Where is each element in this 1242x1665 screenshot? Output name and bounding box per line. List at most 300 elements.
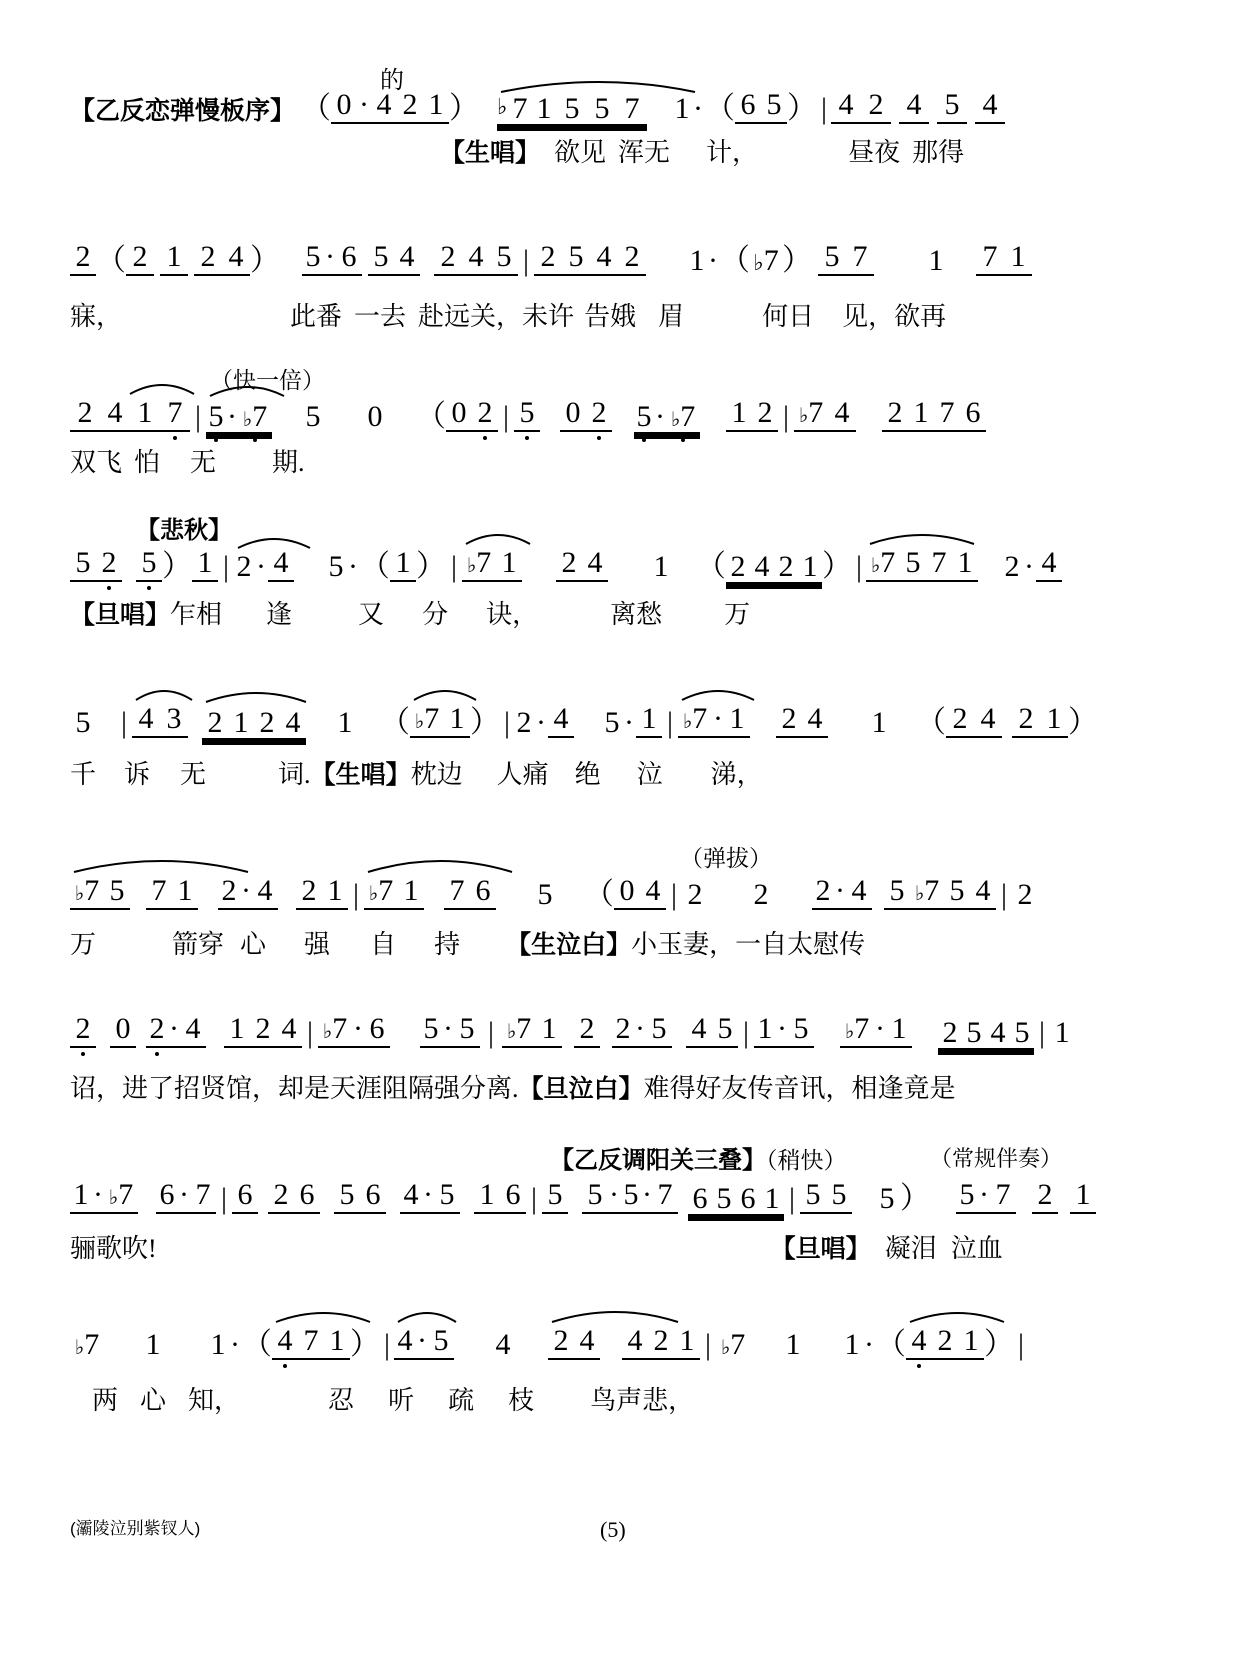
barline: |: [705, 1328, 712, 1361]
dot: ·: [874, 1014, 886, 1048]
lyric-char: 强: [304, 930, 331, 959]
barline: |: [195, 400, 202, 433]
lyric-row-3: [70, 450, 305, 476]
lyric-char: 鸟声悲，: [590, 1386, 695, 1415]
note: 4: [846, 876, 872, 910]
lyric-char: 忍: [328, 1386, 355, 1415]
note: 4: [400, 1180, 422, 1214]
note: 4: [548, 704, 574, 738]
note-flat7: ♭7: [866, 548, 900, 582]
system-9: [70, 1310, 1170, 1430]
note: 1: [390, 548, 416, 582]
note: 4: [272, 1326, 298, 1360]
note: 2: [938, 1018, 962, 1048]
note-flat7: ♭7: [410, 704, 444, 738]
lyric-char: 心: [140, 1386, 167, 1415]
note: 1: [798, 552, 822, 582]
barline: |: [504, 706, 511, 739]
paren: ）: [162, 550, 192, 583]
note: 5: [490, 242, 518, 276]
lyric-char: 此番: [290, 302, 343, 331]
note: 7: [846, 242, 874, 276]
note: 5: [962, 1018, 986, 1048]
paren: （: [876, 1328, 907, 1361]
note: 1: [324, 1326, 350, 1360]
note: 5: [712, 1184, 736, 1214]
note: 4: [622, 1326, 648, 1360]
note: 2: [1012, 704, 1040, 738]
lyric-char: 期.: [272, 448, 305, 477]
note: 5: [879, 1182, 895, 1215]
barline: |: [1018, 1328, 1025, 1361]
note: ·: [357, 90, 371, 124]
note: 1: [1054, 1016, 1070, 1049]
note: 2: [774, 552, 798, 582]
note: 5: [826, 1180, 852, 1214]
paren: ）: [782, 244, 813, 277]
note: 0: [560, 398, 586, 432]
note: 1: [1040, 704, 1068, 738]
note: 0: [614, 876, 640, 910]
note: 4: [640, 876, 666, 910]
note: 4: [1036, 548, 1062, 582]
note-flat7: ♭7: [318, 1014, 352, 1048]
notation-row-4: [70, 548, 1062, 582]
lyric-char: 分: [422, 600, 449, 629]
notation-row-2: [70, 242, 1032, 276]
barline: |: [221, 1182, 228, 1215]
note: 4: [828, 398, 856, 432]
note: 5: [761, 90, 787, 124]
lyric-char: 持: [434, 930, 461, 959]
note: 5: [1010, 1018, 1034, 1048]
note: 1: [952, 548, 978, 582]
paren: （: [705, 92, 736, 125]
system-5: [70, 680, 1170, 800]
lyric-char: 无: [190, 448, 217, 477]
note: 4: [462, 242, 490, 276]
note: 1: [1004, 242, 1032, 276]
note: 4: [802, 704, 828, 738]
note: 7: [652, 1180, 678, 1214]
note: 2: [753, 878, 769, 911]
note: 5: [302, 242, 324, 276]
note: 7: [298, 1326, 324, 1360]
note: 5: [956, 1180, 978, 1214]
dot: ·: [240, 876, 252, 910]
paren: ）: [984, 1328, 1015, 1361]
lyric-char: 赴远关，未许: [418, 302, 575, 331]
dot: ·: [776, 1014, 788, 1048]
dot: ·: [978, 1180, 990, 1214]
dot: ·: [416, 1326, 428, 1360]
note: 2: [194, 242, 222, 276]
lyric-char: 小玉妻，一自太慰传: [631, 930, 866, 959]
note: 6: [156, 1180, 178, 1214]
note: 5: [646, 1014, 672, 1048]
note: 6: [360, 1180, 386, 1214]
lyric-row-6: [70, 932, 865, 958]
note: 0: [110, 1014, 136, 1048]
barline: |: [1001, 878, 1008, 911]
note: 5: [334, 1180, 360, 1214]
note: 1: [844, 1328, 860, 1361]
note: 5: [206, 402, 226, 432]
notation-row-5: [70, 704, 1098, 738]
note: 2: [70, 398, 100, 432]
lyric-char: 骊歌吹!: [70, 1234, 157, 1263]
note-flat7: ♭7: [794, 398, 828, 432]
barline: |: [353, 878, 360, 911]
note: 6: [735, 90, 761, 124]
lyric-char: 无: [180, 760, 207, 789]
note-flat7: ♭7: [462, 548, 496, 582]
notation-row-6: [70, 876, 1038, 910]
note-flat7: ♭7: [720, 1328, 746, 1361]
paren: ）: [449, 92, 480, 125]
note: 7: [990, 1180, 1016, 1214]
lyric-char: 疏: [448, 1386, 475, 1415]
note: 4: [750, 552, 774, 582]
note: 4: [590, 242, 618, 276]
dot: ·: [442, 1014, 454, 1048]
note-flat7: ♭7: [666, 402, 700, 432]
lyric-char: 见，欲再: [842, 302, 947, 331]
notation-row-7: [70, 1014, 1074, 1048]
note: 0: [331, 90, 357, 124]
note: 4: [974, 704, 1002, 738]
barline: |: [503, 400, 510, 433]
lyric-char: 枝: [508, 1386, 535, 1415]
note: 2: [752, 398, 778, 432]
note: 2: [882, 398, 908, 432]
dot: ·: [642, 1180, 652, 1214]
notation-row-9: [70, 1326, 1028, 1360]
note: 4: [371, 90, 397, 124]
paren: ）: [250, 244, 280, 277]
note: 1: [689, 244, 705, 277]
dot: ·: [864, 1328, 875, 1361]
dot: ·: [1024, 550, 1035, 583]
dot: ·: [92, 1180, 104, 1214]
note: 6: [688, 1184, 712, 1214]
note: 5: [937, 90, 967, 124]
dot: ·: [693, 92, 704, 125]
note: 5: [434, 1180, 460, 1214]
note: 1: [172, 876, 198, 910]
note: 1: [908, 398, 934, 432]
barline: |: [743, 1016, 750, 1049]
barline: |: [667, 706, 674, 739]
barline: |: [1039, 1016, 1046, 1049]
note: 5: [428, 1326, 454, 1360]
lyric-row-2: [70, 304, 946, 330]
note: 1: [958, 1326, 984, 1360]
note: 7: [976, 242, 1004, 276]
note: 7: [146, 876, 172, 910]
note: 5: [800, 1180, 826, 1214]
paren: （: [416, 400, 447, 433]
system-8: [70, 1140, 1170, 1270]
note: 1: [1070, 1180, 1096, 1214]
note: 0: [446, 398, 472, 432]
note: 1: [636, 704, 662, 738]
lyric-char: 诏，进了招贤馆，却是天涯阻隔强分离.: [70, 1074, 519, 1103]
lyric-char: 万: [724, 600, 751, 629]
note: 2: [250, 1014, 276, 1048]
barline: |: [451, 550, 458, 583]
note: 4: [686, 1014, 712, 1048]
note: 1: [210, 1328, 226, 1361]
note: 2: [612, 1014, 634, 1048]
note: 2: [70, 1014, 96, 1048]
lyric-char: 凝泪: [884, 1234, 937, 1263]
note: 5: [104, 876, 130, 910]
note: 2: [472, 398, 498, 432]
note: 2: [146, 1014, 168, 1048]
lyric-char: 泣血: [950, 1234, 1003, 1263]
note: 2: [96, 548, 122, 582]
lyric-row-5: [70, 762, 763, 788]
note: 2: [268, 1180, 294, 1214]
cue-danqibai: 【旦泣白】: [518, 1076, 644, 1103]
note-flat7: ♭7: [910, 876, 944, 910]
note: 4: [100, 398, 130, 432]
note: 1: [928, 244, 944, 277]
note: 4: [180, 1014, 206, 1048]
lyric-char: 千: [70, 760, 97, 789]
annotation-beiqiu: 【悲秋】: [136, 518, 232, 544]
note: 1: [444, 704, 470, 738]
note: 1: [337, 706, 353, 739]
note: 5: [454, 1014, 480, 1048]
note: 2: [218, 876, 240, 910]
note: 1: [531, 94, 557, 124]
lyric-char: 眉: [658, 302, 685, 331]
barline: |: [856, 550, 863, 583]
note: 6: [232, 1180, 258, 1214]
note: 7: [617, 94, 647, 124]
annotation-kuai-yibei: （快一倍）: [210, 367, 325, 393]
lyric-char: 昼夜: [848, 138, 901, 167]
system-3: [70, 362, 1170, 482]
lyric-char: 自: [370, 930, 397, 959]
note: 1: [760, 1184, 784, 1214]
lyric-char: 箭穿: [172, 930, 225, 959]
dot: ·: [422, 1180, 434, 1214]
note: 5: [420, 1014, 442, 1048]
note: 1: [423, 90, 449, 124]
system-6: [70, 840, 1170, 970]
note: 2: [254, 708, 280, 738]
lyric-char: 心: [240, 930, 267, 959]
note: 5: [884, 876, 910, 910]
lyric-char: 泣: [636, 760, 663, 789]
note: 1: [398, 876, 424, 910]
note: 2: [534, 242, 562, 276]
paren: ）: [350, 1328, 380, 1361]
note: 2: [70, 242, 96, 276]
annotation-changgui-banzou: （常规伴奏）: [930, 1146, 1063, 1171]
note: 4: [831, 90, 861, 124]
note: 2: [1004, 550, 1020, 583]
notation-row-8: [70, 1180, 1096, 1214]
barline: |: [384, 1328, 391, 1361]
barline: |: [531, 1182, 538, 1215]
note: 5: [634, 402, 654, 432]
barline: |: [223, 550, 230, 583]
lyric-char: 难得好友传音讯，相逢竟是: [643, 1074, 956, 1103]
note: 5: [604, 706, 620, 739]
note: 2: [397, 90, 423, 124]
note: 5: [582, 1180, 608, 1214]
barline: |: [488, 1016, 495, 1049]
note: 2: [726, 552, 750, 582]
note-flat7: ♭7: [678, 704, 712, 738]
annotation-tanba: （弹拔）: [680, 845, 772, 871]
lyric-char: 诉: [124, 760, 151, 789]
note: 4: [986, 1018, 1010, 1048]
note: 2: [126, 242, 154, 276]
note: 5: [328, 550, 344, 583]
note: 7: [160, 398, 190, 432]
dot: ·: [655, 400, 666, 433]
dot: ·: [256, 550, 267, 583]
note: 2: [946, 704, 974, 738]
note: 3: [160, 704, 188, 738]
note: 2: [574, 1014, 600, 1048]
paren: （: [242, 1328, 272, 1361]
note: 1: [674, 92, 690, 125]
dot: ·: [227, 400, 238, 433]
lyric-char: 两: [92, 1386, 119, 1415]
lyric-char: 计，: [706, 138, 759, 167]
barline: |: [307, 1016, 314, 1049]
paren: （: [720, 244, 751, 277]
note: 2: [1017, 878, 1033, 911]
dot: ·: [712, 704, 724, 738]
note: 5: [900, 548, 926, 582]
note: 5: [712, 1014, 738, 1048]
note: 2: [812, 876, 834, 910]
paren: （: [696, 550, 727, 583]
note: 1: [653, 550, 669, 583]
system-2: [70, 232, 1170, 342]
note: 1: [130, 398, 160, 432]
lyric-char: 何日: [762, 302, 815, 331]
dot: ·: [230, 1328, 240, 1361]
notation-row-1: [70, 90, 1005, 124]
lyric-char: 双飞: [70, 448, 123, 477]
lyric-char: 绝: [574, 760, 601, 789]
paren: （: [380, 706, 411, 739]
note: 1: [145, 1328, 161, 1361]
notation-row-3: [70, 398, 986, 432]
note-flat7: ♭7: [502, 1014, 536, 1048]
lyric-char: 枕边: [410, 760, 463, 789]
note: 4: [394, 1326, 416, 1360]
note: 5: [542, 1180, 568, 1214]
note: 2: [776, 704, 802, 738]
note: 4: [252, 876, 278, 910]
lyric-char: 知，: [188, 1386, 241, 1415]
barline: |: [789, 1182, 796, 1215]
lyric-char: 一去: [354, 302, 407, 331]
note: 2: [548, 1326, 574, 1360]
dot: ·: [634, 1014, 646, 1048]
note: 5: [136, 548, 162, 582]
note: 2: [861, 90, 891, 124]
note: 0: [367, 400, 383, 433]
lyric-char: 怕: [134, 448, 161, 477]
lyric-row-1: [70, 140, 964, 166]
note: 5: [562, 242, 590, 276]
note: 5: [788, 1014, 814, 1048]
paren: ）: [787, 92, 818, 125]
note: 1: [785, 1328, 801, 1361]
note: 5: [368, 242, 394, 276]
barline: |: [783, 400, 790, 433]
lyric-char: 欲见: [554, 138, 607, 167]
note: 6: [294, 1180, 320, 1214]
note: 1: [871, 706, 887, 739]
cue-shengqibai: 【生泣白】: [506, 932, 632, 959]
dot: ·: [178, 1180, 190, 1214]
note: 5: [557, 94, 587, 124]
note: 1: [224, 1014, 250, 1048]
note: 1: [160, 242, 188, 276]
note: 1: [886, 1014, 912, 1048]
note: 1: [192, 548, 218, 582]
lyric-row-4: [70, 602, 750, 628]
lyric-char: 又: [358, 600, 385, 629]
note: 4: [280, 708, 306, 738]
note: 4: [132, 704, 160, 738]
barline: |: [121, 706, 128, 739]
page-number: (5): [600, 1517, 626, 1542]
system-7: [70, 1000, 1170, 1120]
lyric-row-8: [70, 1236, 1003, 1262]
note: 4: [394, 242, 420, 276]
note: 4: [582, 548, 608, 582]
note: 4: [906, 1326, 932, 1360]
system-4: [70, 510, 1170, 630]
lyric-row-7: [70, 1076, 956, 1102]
note: 1: [724, 704, 750, 738]
note-flat7: ♭7: [364, 876, 398, 910]
note: 5: [537, 878, 553, 911]
note: 4: [970, 876, 996, 910]
note: 1: [674, 1326, 700, 1360]
cue-yifan-manban: 【乙反恋弹慢板序】: [70, 98, 296, 125]
dot: ·: [348, 550, 359, 583]
dot: ·: [624, 706, 635, 739]
note: 1: [228, 708, 254, 738]
note: 4: [222, 242, 250, 276]
dot: ·: [608, 1180, 620, 1214]
note: 2: [516, 706, 532, 739]
note: 2: [234, 552, 254, 582]
note: 5: [305, 400, 321, 433]
note: 6: [500, 1180, 526, 1214]
note: 7: [934, 398, 960, 432]
note: 5: [818, 242, 846, 276]
lyric-char: 告娥: [584, 302, 637, 331]
paren: ）: [416, 550, 447, 583]
lyric-char: 人痛: [496, 760, 549, 789]
dot: ·: [536, 706, 547, 739]
note: 2: [556, 548, 582, 582]
